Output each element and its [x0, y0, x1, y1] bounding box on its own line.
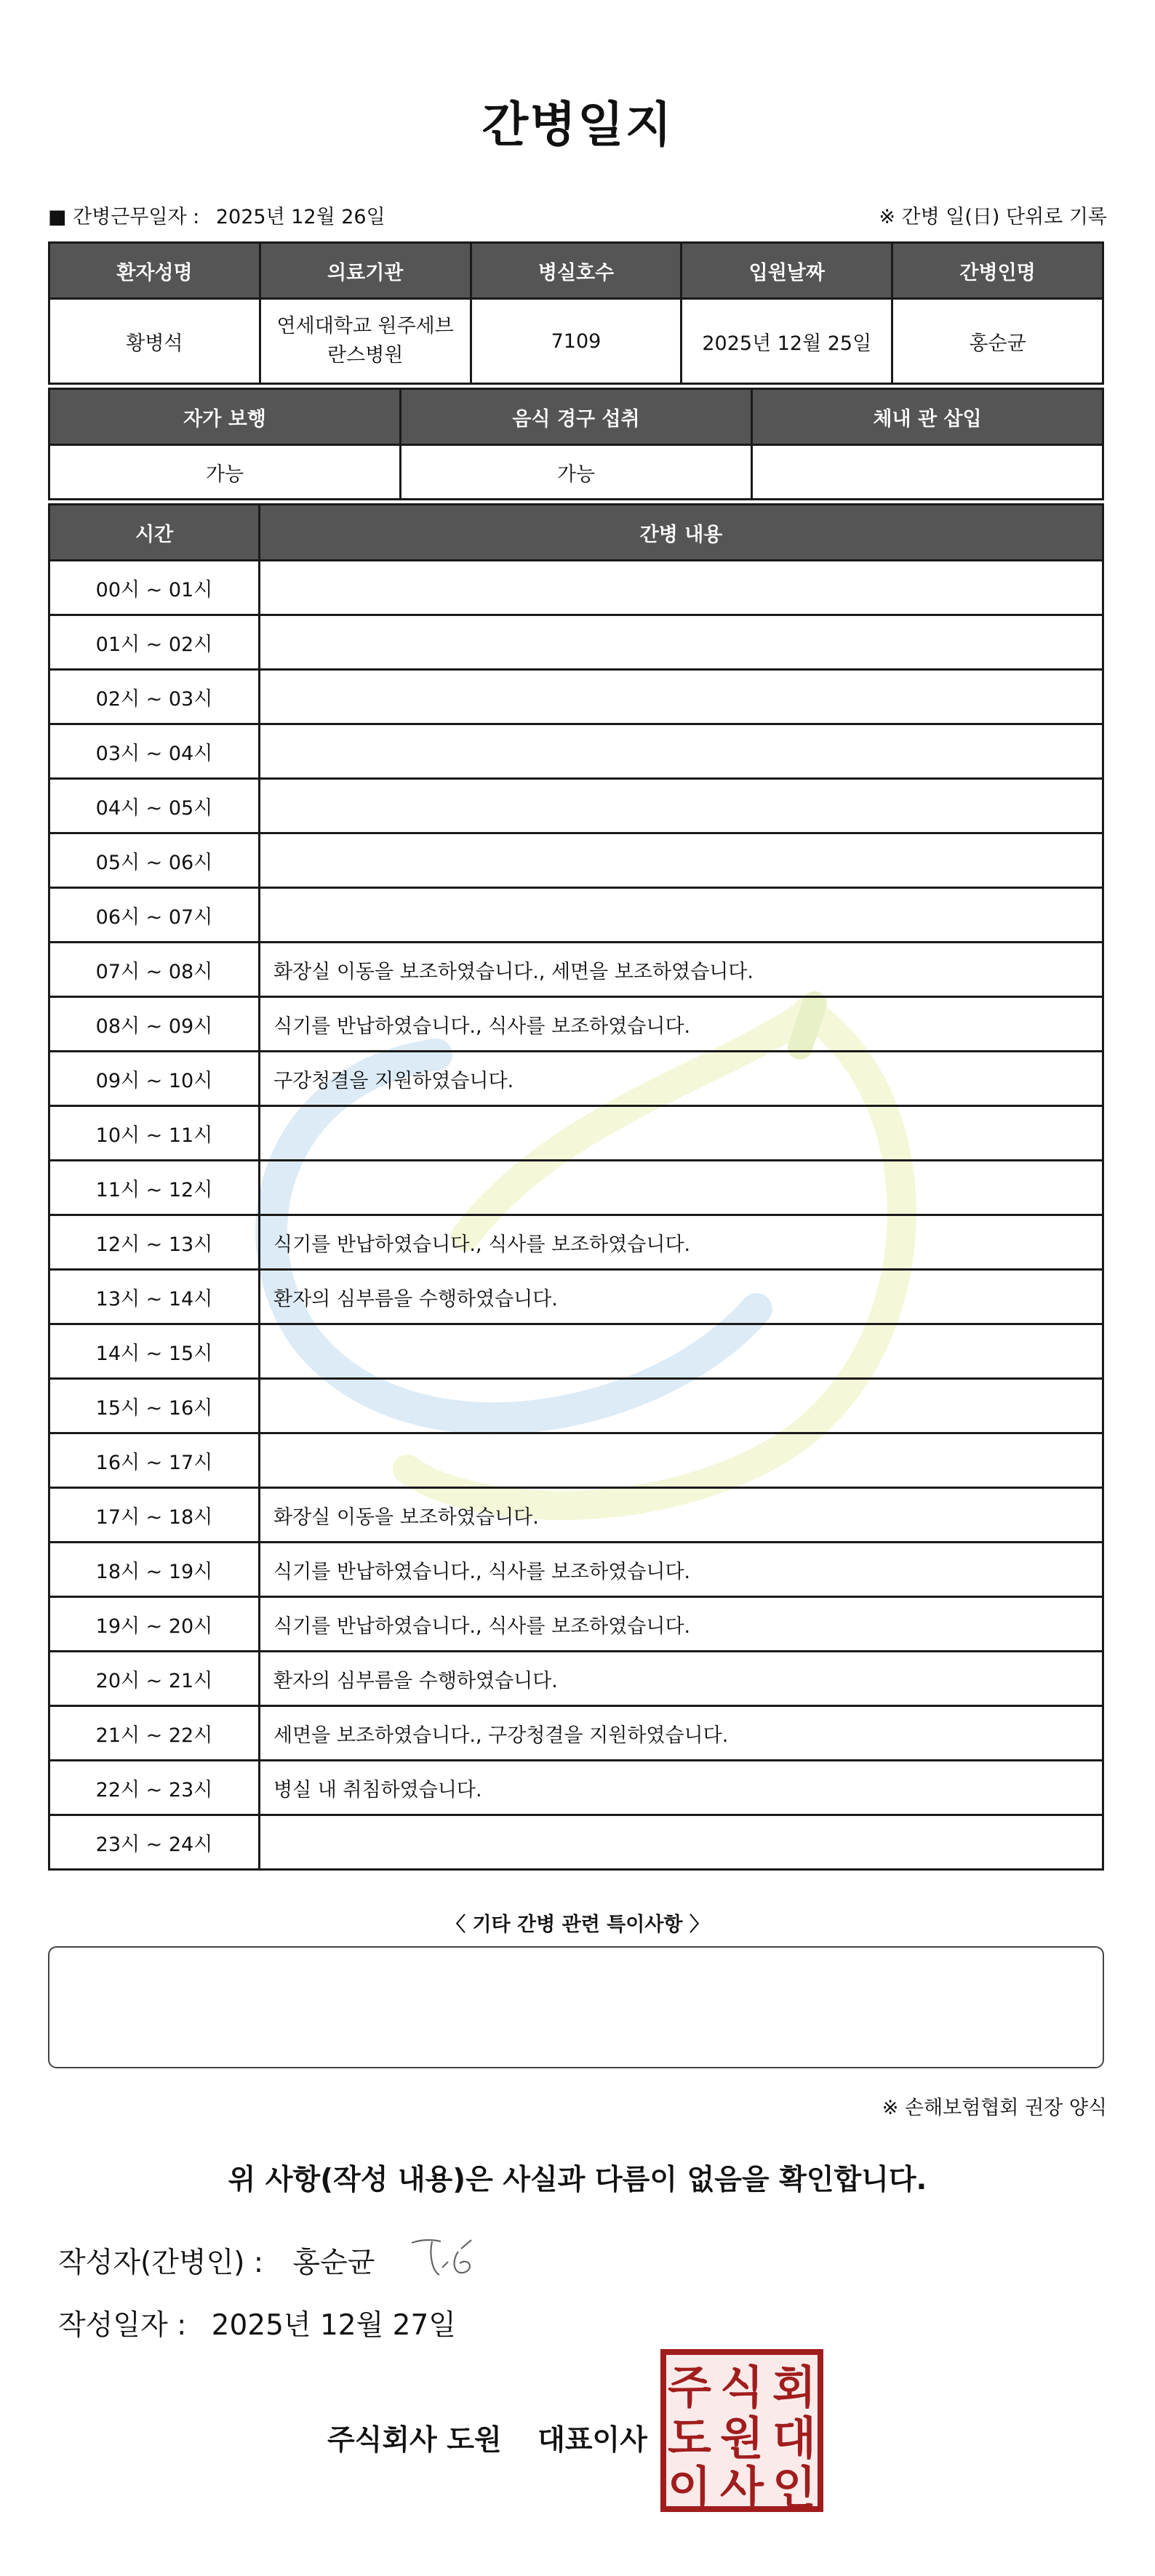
oral-intake-header: 음식 경구 섭취: [401, 389, 752, 445]
log-time: 02시 ~ 03시: [49, 670, 260, 724]
time-header: 시간: [49, 505, 260, 561]
log-content: 화장실 이동을 보조하였습니다.: [260, 1488, 1103, 1543]
log-row: [49, 670, 1103, 724]
log-content: 식기를 반납하였습니다., 식사를 보조하였습니다.: [260, 1543, 1103, 1597]
company-line: [327, 2417, 647, 2458]
caregiver-header: 간병인명: [892, 243, 1103, 299]
oral-intake-value: 가능: [401, 445, 752, 500]
admission-date: 2025년 12월 25일: [682, 299, 892, 384]
company-name: 주식회사 도원: [327, 2424, 502, 2457]
log-content: [260, 1379, 1103, 1433]
log-time: 18시 ~ 19시: [49, 1543, 260, 1597]
log-row: [49, 943, 1103, 997]
written-date-value: 2025년 12월 27일: [211, 2309, 456, 2342]
log-row: [49, 1215, 1103, 1270]
log-row: [49, 615, 1103, 670]
log-content: [260, 888, 1103, 943]
log-content: 환자의 심부름을 수행하였습니다.: [260, 1652, 1103, 1706]
patient-name: 황병석: [49, 299, 260, 384]
log-row: [49, 724, 1103, 779]
log-content: [260, 724, 1103, 779]
log-time: 22시 ~ 23시: [49, 1761, 260, 1815]
room-number: 7109: [471, 299, 682, 384]
log-time: 08시 ~ 09시: [49, 997, 260, 1052]
log-time: 14시 ~ 15시: [49, 1324, 260, 1379]
log-content: [260, 1106, 1103, 1161]
log-row: [49, 1379, 1103, 1433]
patient-name-header: 환자성명: [49, 243, 260, 299]
log-row: [49, 997, 1103, 1052]
log-time: 20시 ~ 21시: [49, 1652, 260, 1706]
log-row: [49, 561, 1103, 615]
svg-text:도: 도: [668, 2412, 711, 2465]
log-content: [260, 1161, 1103, 1215]
log-time: 00시 ~ 01시: [49, 561, 260, 615]
log-time: 21시 ~ 22시: [49, 1706, 260, 1761]
log-row: [49, 833, 1103, 888]
written-date-label: 작성일자 :: [58, 2309, 187, 2342]
log-row: [49, 1597, 1103, 1652]
log-row: [49, 888, 1103, 943]
ceo-title: 대표이사: [537, 2424, 647, 2457]
log-time: 15시 ~ 16시: [49, 1379, 260, 1433]
log-time: 01시 ~ 02시: [49, 615, 260, 670]
self-walking-value: 가능: [49, 445, 401, 500]
hospital-header: 의료기관: [260, 243, 471, 299]
notes-title: 〈 기타 간병 관련 특이사항 〉: [446, 1913, 709, 1936]
log-time: 16시 ~ 17시: [49, 1433, 260, 1488]
log-content: 화장실 이동을 보조하였습니다., 세면을 보조하였습니다.: [260, 943, 1103, 997]
writer-name: 홍순균: [292, 2247, 375, 2279]
company-seal-stamp: [659, 2348, 825, 2513]
log-time: 03시 ~ 04시: [49, 724, 260, 779]
written-date-line: [58, 2303, 456, 2343]
tube-insertion-header: 체내 관 삽입: [752, 389, 1103, 445]
log-row: [49, 1106, 1103, 1161]
form-recommendation-note: ※ 손해보험협회 권장 양식: [882, 2097, 1107, 2119]
record-unit-note: ※ 간병 일(日) 단위로 기록: [879, 206, 1107, 228]
admission-date-header: 입원날짜: [682, 243, 892, 299]
confirmation-statement: 위 사항(작성 내용)은 사실과 다름이 없음을 확인합니다.: [228, 2164, 927, 2196]
log-row: [49, 1815, 1103, 1870]
notes-box: [48, 1946, 1104, 2068]
log-time: 05시 ~ 06시: [49, 833, 260, 888]
log-row: [49, 1488, 1103, 1543]
log-content: [260, 1433, 1103, 1488]
log-content: [260, 833, 1103, 888]
log-time: 10시 ~ 11시: [49, 1106, 260, 1161]
log-row: [49, 1052, 1103, 1106]
svg-text:원: 원: [720, 2412, 764, 2465]
patient-status-table: [48, 388, 1104, 500]
log-row: [49, 1324, 1103, 1379]
log-row: [49, 1543, 1103, 1597]
svg-text:회: 회: [772, 2361, 816, 2414]
log-time: 09시 ~ 10시: [49, 1052, 260, 1106]
log-time: 23시 ~ 24시: [49, 1815, 260, 1870]
log-row: [49, 1706, 1103, 1761]
log-content: [260, 1324, 1103, 1379]
care-log-table: [48, 503, 1104, 1871]
log-row: [49, 1761, 1103, 1815]
svg-text:사: 사: [720, 2461, 764, 2513]
log-content: 세면을 보조하였습니다., 구강청결을 지원하였습니다.: [260, 1706, 1103, 1761]
self-walking-header: 자가 보행: [49, 389, 401, 445]
writer-label: 작성자(간병인) :: [58, 2247, 264, 2279]
room-header: 병실호수: [471, 243, 682, 299]
svg-text:이: 이: [668, 2461, 711, 2513]
log-time: 12시 ~ 13시: [49, 1215, 260, 1270]
log-time: 17시 ~ 18시: [49, 1488, 260, 1543]
svg-text:인: 인: [772, 2461, 816, 2513]
log-content: [260, 615, 1103, 670]
patient-info-table: [48, 241, 1104, 385]
log-time: 06시 ~ 07시: [49, 888, 260, 943]
log-row: [49, 1652, 1103, 1706]
svg-text:대: 대: [772, 2412, 816, 2465]
log-time: 19시 ~ 20시: [49, 1597, 260, 1652]
log-content: 환자의 심부름을 수행하였습니다.: [260, 1270, 1103, 1324]
log-time: 04시 ~ 05시: [49, 779, 260, 833]
log-row: [49, 1161, 1103, 1215]
svg-text:주: 주: [668, 2361, 711, 2414]
log-content: [260, 1815, 1103, 1870]
log-content: [260, 561, 1103, 615]
log-content: 구강청결을 지원하였습니다.: [260, 1052, 1103, 1106]
log-content: 식기를 반납하였습니다., 식사를 보조하였습니다.: [260, 997, 1103, 1052]
log-time: 11시 ~ 12시: [49, 1161, 260, 1215]
care-content-header: 간병 내용: [260, 505, 1103, 561]
hospital-name: 연세대학교 원주세브란스병원: [260, 299, 471, 384]
work-date-value: 2025년 12월 26일: [215, 206, 385, 228]
log-content: 식기를 반납하였습니다., 식사를 보조하였습니다.: [260, 1215, 1103, 1270]
log-time: 13시 ~ 14시: [49, 1270, 260, 1324]
handwritten-signature: [407, 2233, 495, 2284]
svg-text:식: 식: [720, 2361, 764, 2414]
log-row: [49, 779, 1103, 833]
writer-line: [58, 2240, 375, 2281]
work-date-label: ■ 간병근무일자 :: [48, 206, 200, 228]
log-time: 07시 ~ 08시: [49, 943, 260, 997]
log-content: 식기를 반납하였습니다., 식사를 보조하였습니다.: [260, 1597, 1103, 1652]
log-content: [260, 779, 1103, 833]
log-row: [49, 1270, 1103, 1324]
log-content: [260, 670, 1103, 724]
log-content: 병실 내 취침하였습니다.: [260, 1761, 1103, 1815]
log-row: [49, 1433, 1103, 1488]
work-date: [48, 201, 385, 229]
document-title: 간병일지: [481, 97, 674, 153]
caregiver-name: 홍순균: [892, 299, 1103, 384]
tube-insertion-value: [752, 445, 1103, 500]
